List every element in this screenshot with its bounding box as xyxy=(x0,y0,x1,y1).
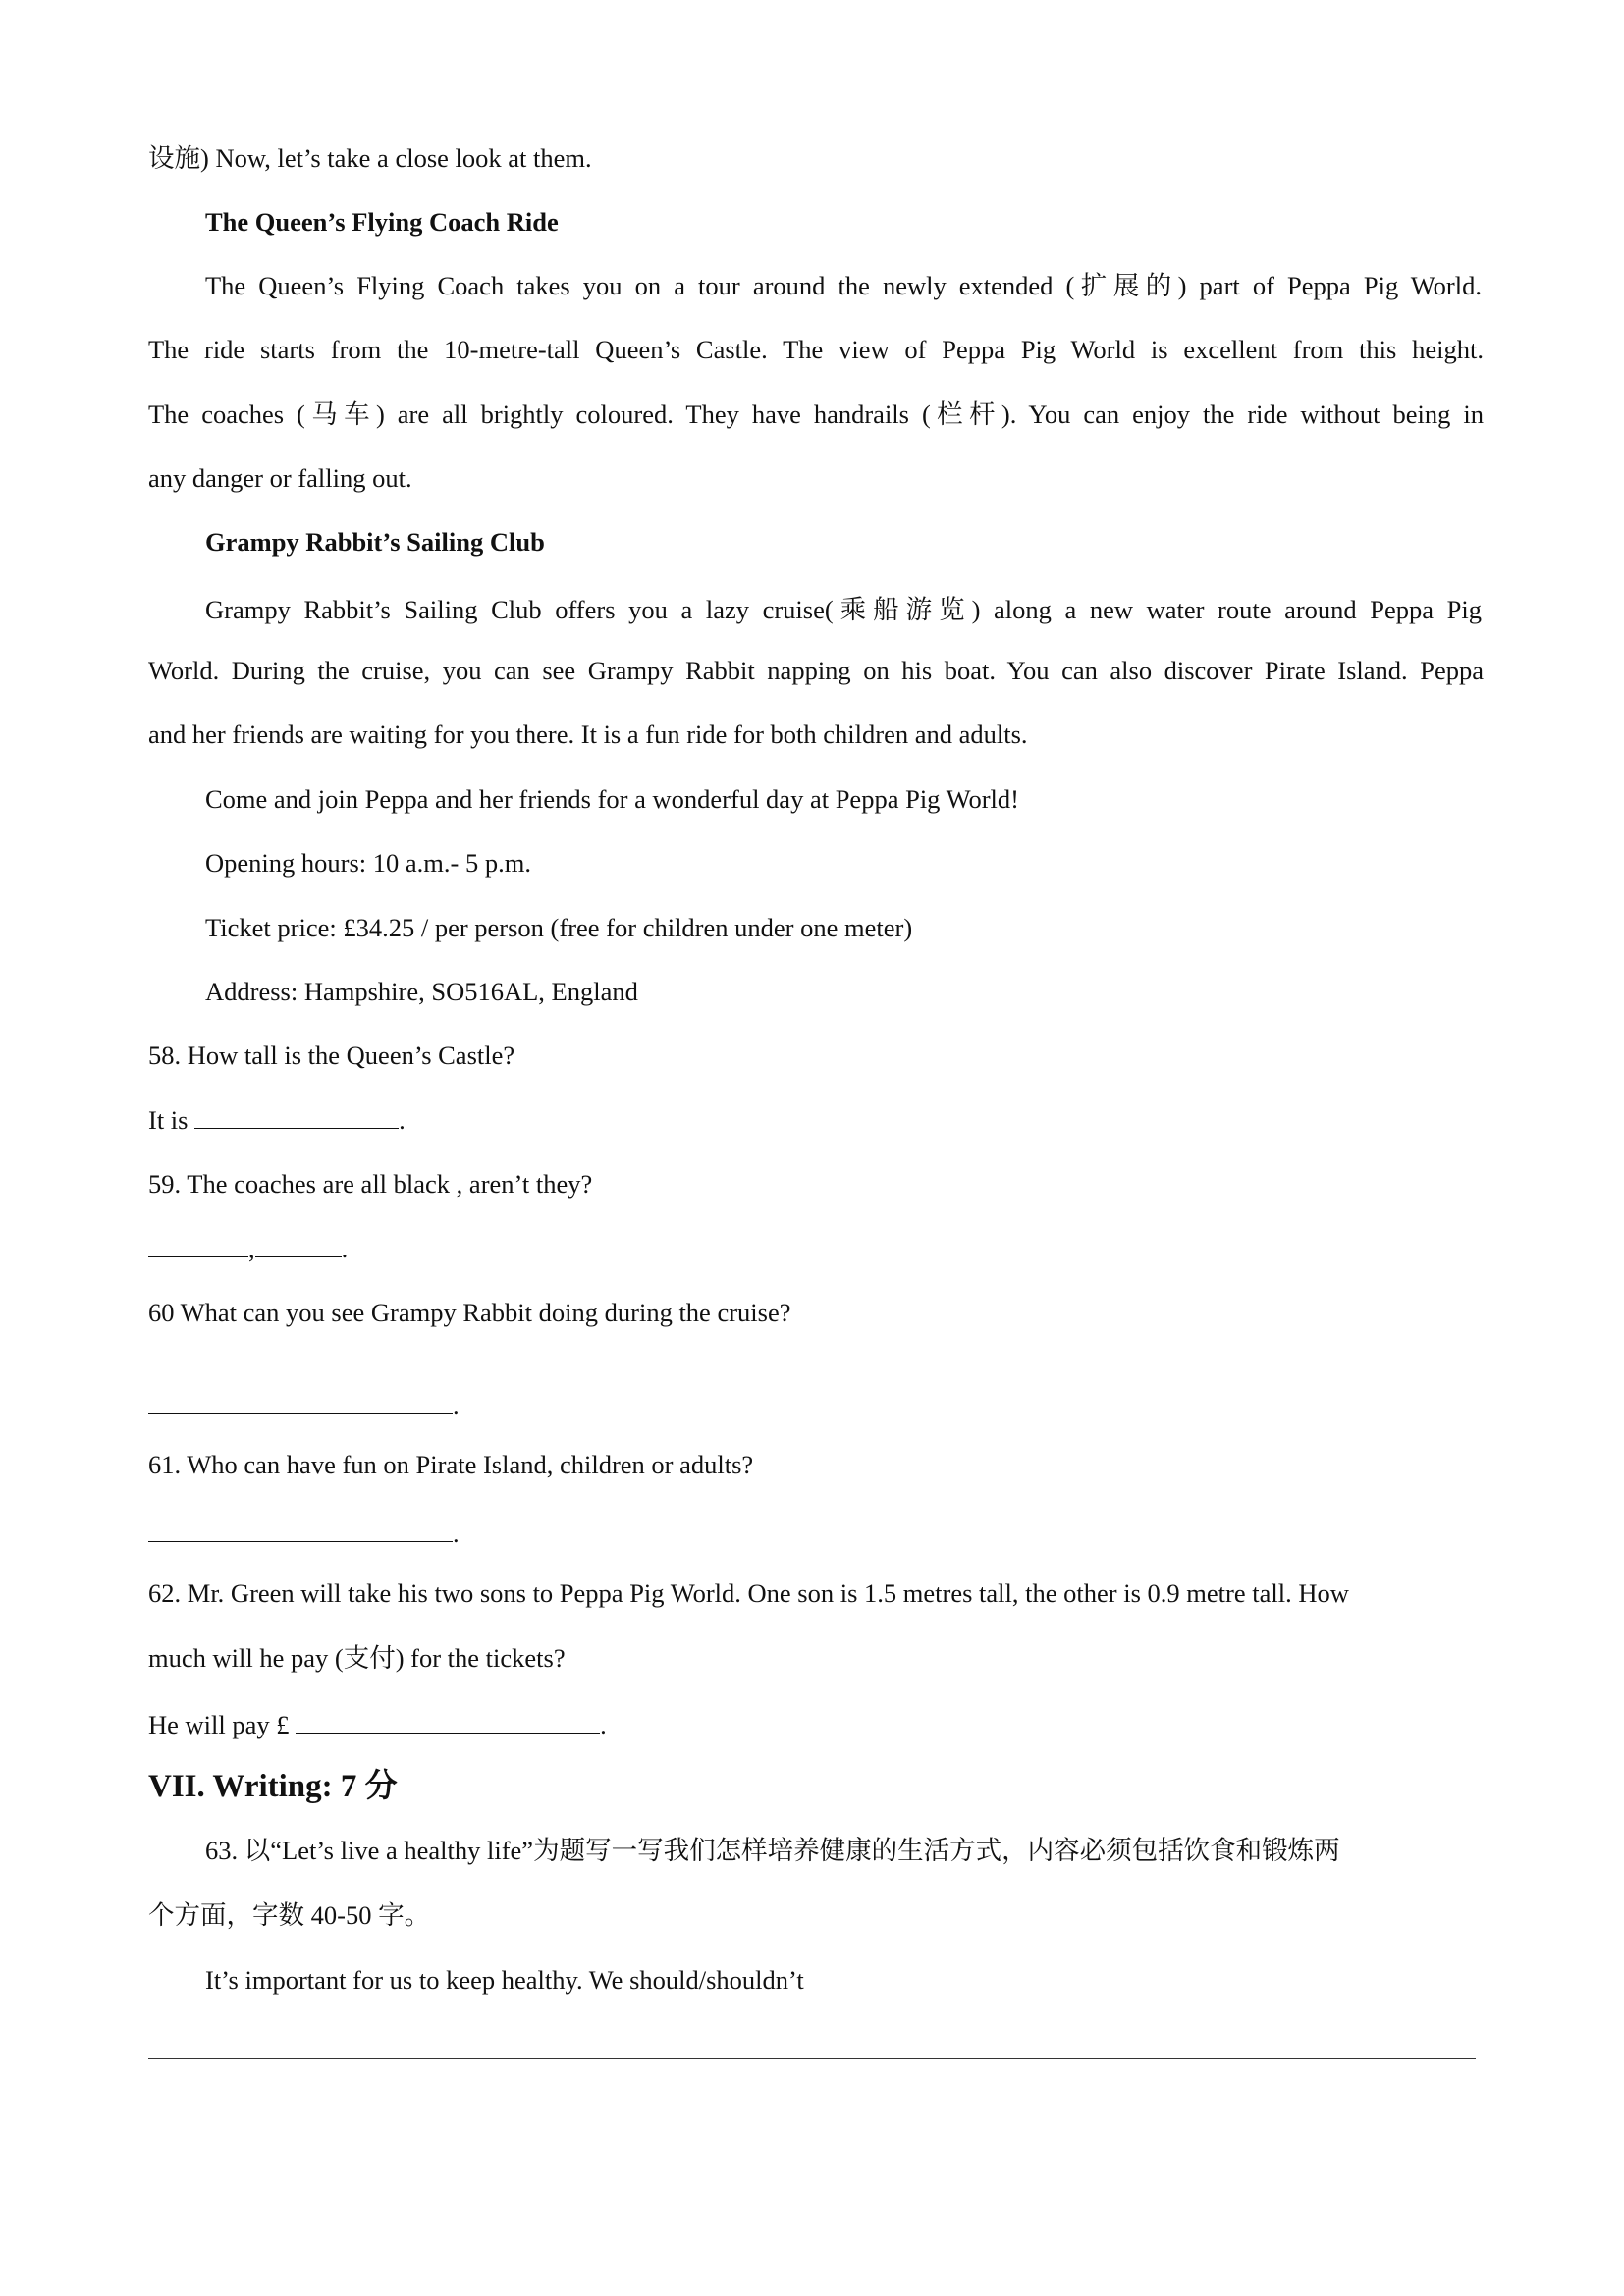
question-62-answer-line xyxy=(148,1708,1484,1741)
answer-separator: , xyxy=(248,1234,255,1263)
answer-suffix: . xyxy=(453,1519,460,1548)
answer-blank-1[interactable] xyxy=(148,1233,248,1257)
answer-blank[interactable] xyxy=(148,1389,453,1414)
passage-intro-tail: 设施) Now, let’s take a close look at them. xyxy=(148,143,592,173)
section1-line-1: The Queen’s Flying Coach takes you on a tour around the newly extended (扩展的) part of Peppa Pig World. xyxy=(205,271,1482,300)
writing-answer-line[interactable] xyxy=(148,2058,1476,2059)
answer-blank[interactable] xyxy=(148,1518,453,1542)
writing-prompt-line-2: 个方面，字数 40-50 字。 xyxy=(148,1900,431,1930)
answer-blank-2[interactable] xyxy=(255,1233,342,1257)
answer-suffix: . xyxy=(453,1390,460,1419)
section-heading-flying-coach: The Queen’s Flying Coach Ride xyxy=(205,207,559,237)
answer-prefix: He will pay £ xyxy=(148,1710,297,1739)
question-62-line-2: much will he pay (支付) for the tickets? xyxy=(148,1643,566,1673)
section1-line-2: The ride starts from the 10-metre-tall Queen’s Castle. The view of Peppa Pig World is excellent from this height. xyxy=(148,335,1484,364)
section2-line-3: and her friends are waiting for you there. It is a fun ride for both children and adults. xyxy=(148,720,1028,749)
question-60-answer-line xyxy=(148,1388,1484,1421)
question-60: 60 What can you see Grampy Rabbit doing during the cruise? xyxy=(148,1298,791,1327)
question-61: 61. Who can have fun on Pirate Island, children or adults? xyxy=(148,1450,754,1479)
answer-blank[interactable] xyxy=(296,1709,600,1734)
answer-prefix: It is xyxy=(148,1105,195,1135)
question-58: 58. How tall is the Queen’s Castle? xyxy=(148,1041,515,1070)
question-59: 59. The coaches are all black , aren’t they? xyxy=(148,1169,593,1199)
ticket-price: Ticket price: £34.25 / per person (free for children under one meter) xyxy=(205,913,913,942)
address: Address: Hampshire, SO516AL, England xyxy=(205,977,638,1006)
question-58-answer-line xyxy=(148,1103,1484,1137)
answer-suffix: . xyxy=(399,1105,406,1135)
section1-line-3: The coaches (马车) are all brightly coloured. They have handrails (栏杆). You can enjoy the ride without being in xyxy=(148,400,1484,429)
question-62-line-1: 62. Mr. Green will take his two sons to Peppa Pig World. One son is 1.5 metres tall, the other is 0.9 metre tall. How xyxy=(148,1578,1349,1608)
section2-line-2: World. During the cruise, you can see Grampy Rabbit napping on his boat. You can also discover Pirate Island. Peppa xyxy=(148,656,1484,685)
opening-hours: Opening hours: 10 a.m.- 5 p.m. xyxy=(205,848,531,878)
writing-section-heading: VII. Writing: 7 分 xyxy=(148,1769,398,1804)
section-heading-sailing-club: Grampy Rabbit’s Sailing Club xyxy=(205,527,545,557)
answer-suffix: . xyxy=(341,1234,349,1263)
section2-line-1: Grampy Rabbit’s Sailing Club offers you a lazy cruise(乘船游览) along a new water route around Peppa Pig xyxy=(205,595,1482,624)
question-61-answer-line xyxy=(148,1517,1484,1550)
invitation-text: Come and join Peppa and her friends for a wonderful day at Peppa Pig World! xyxy=(205,784,1019,814)
answer-blank[interactable] xyxy=(194,1104,399,1129)
writing-prompt-line-1: 63. 以“Let’s live a healthy life”为题写一写我们怎样培养健康的生活方式，内容必须包括饮食和锻炼两 xyxy=(205,1836,1340,1865)
section1-line-4: any danger or falling out. xyxy=(148,463,412,493)
writing-starter: It’s important for us to keep healthy. We should/shouldn’t xyxy=(205,1965,804,1995)
answer-suffix: . xyxy=(600,1710,607,1739)
question-59-answer-line xyxy=(148,1232,1484,1265)
